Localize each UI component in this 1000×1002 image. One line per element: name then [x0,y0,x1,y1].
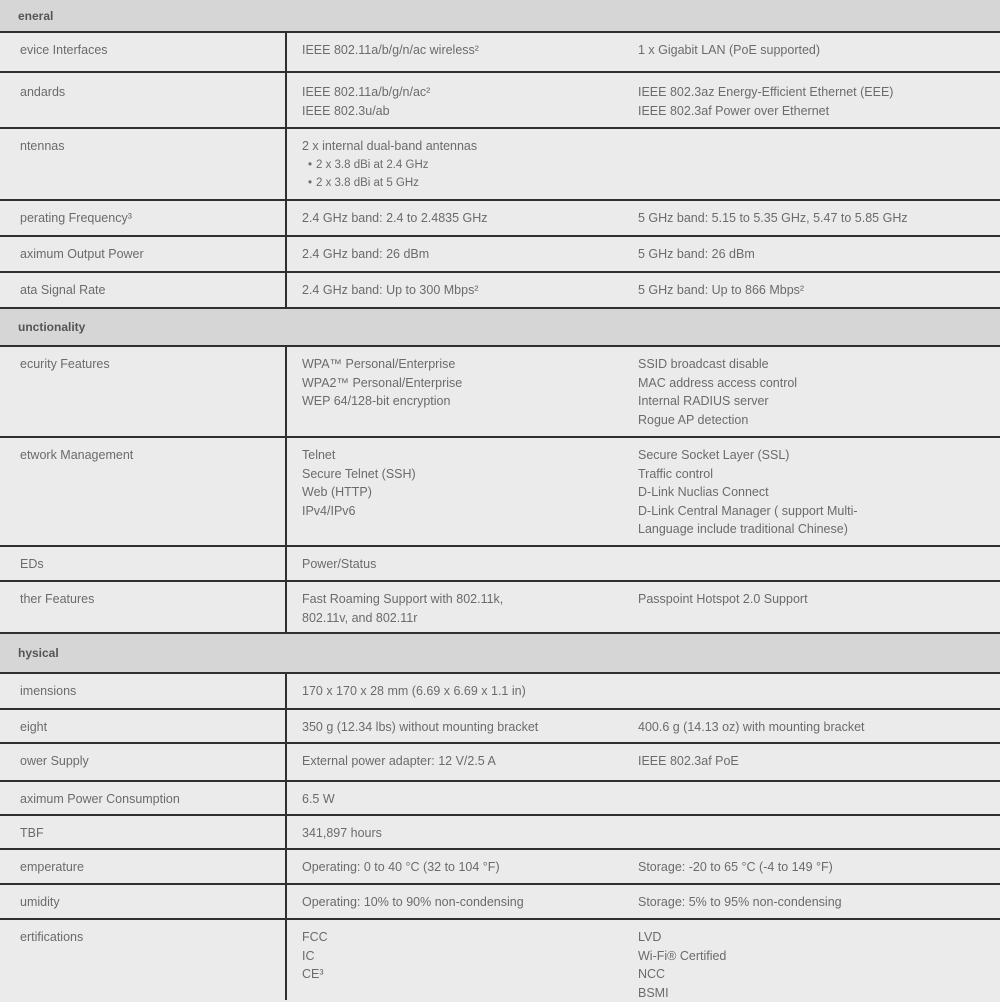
spec-row [0,816,1000,850]
column-divider [285,201,287,235]
spec-row [0,33,1000,73]
row-value-primary: Operating: 10% to 90% non-condensing [302,895,524,909]
row-value-secondary: 1 x Gigabit LAN (PoE supported) [638,43,821,57]
spec-row [0,73,1000,129]
row-value-primary: Telnet Secure Telnet (SSH) Web (HTTP) IPv4/IPv6 [302,448,416,518]
row-value-primary: Fast Roaming Support with 802.11k, 802.11v, and 802.11r [302,592,504,625]
row-value-primary: IEEE 802.11a/b/g/n/ac wireless² [302,43,479,57]
spec-row [0,129,1000,201]
row-value-secondary: 5 GHz band: 5.15 to 5.35 GHz, 5.47 to 5.85 GHz [638,211,908,225]
row-label: emperature [20,860,84,874]
spec-row [0,710,1000,744]
row-value-primary: Operating: 0 to 40 °C (32 to 104 °F) [302,860,500,874]
row-value-secondary: 5 GHz band: Up to 866 Mbps² [638,283,805,297]
column-divider [285,273,287,307]
spec-row [0,237,1000,273]
section-header-physical [0,634,1000,674]
row-value-secondary: Storage: 5% to 95% non-condensing [638,895,842,909]
column-divider [285,744,287,780]
spec-row [0,438,1000,547]
row-value-primary: 350 g (12.34 lbs) without mounting bracket [302,720,539,734]
row-value-secondary: IEEE 802.3az Energy-Efficient Ethernet (EEE) IEEE 802.3af Power over Ethernet [638,85,894,118]
row-value-primary: 2.4 GHz band: 26 dBm [302,247,430,261]
row-value-primary: WPA™ Personal/Enterprise WPA2™ Personal/Enterprise WEP 64/128-bit encryption [302,357,463,408]
row-label: ertifications [20,930,84,944]
column-divider [285,438,287,545]
column-divider [285,547,287,580]
row-value-primary: 2.4 GHz band: Up to 300 Mbps² [302,283,479,297]
row-label: aximum Output Power [20,247,144,261]
row-value-primary: External power adapter: 12 V/2.5 A [302,754,496,768]
row-value-primary: Power/Status [302,557,377,571]
row-label: ata Signal Rate [20,283,106,297]
row-label: perating Frequency³ [20,211,132,225]
row-value-primary: 2.4 GHz band: 2.4 to 2.4835 GHz [302,211,488,225]
spec-row [0,547,1000,582]
spec-row [0,920,1000,1000]
column-divider [285,674,287,708]
spec-row [0,782,1000,816]
row-value-primary: IEEE 802.11a/b/g/n/ac² IEEE 802.3u/ab [302,85,431,118]
row-value-primary: FCC IC CE³ [302,930,328,981]
row-value-secondary: SSID broadcast disable MAC address access control Internal RADIUS server Rogue AP detection [638,357,798,427]
row-value-primary: 341,897 hours [302,826,382,840]
section-title: eneral [18,8,54,23]
row-label: umidity [20,895,60,909]
spec-row [0,850,1000,885]
bullet-item: • 2 x 3.8 dBi at 2.4 GHz [302,156,622,175]
spec-row [0,201,1000,237]
row-value-secondary: 5 GHz band: 26 dBm [638,247,755,261]
column-divider [285,129,287,199]
row-value-primary: 2 x internal dual-band antennas • 2 x 3.8 dBi at 2.4 GHz • 2 x 3.8 dBi at 5 GHz [302,137,622,193]
section-title: hysical [18,646,59,660]
row-label: aximum Power Consumption [20,792,180,806]
column-divider [285,33,287,71]
column-divider [285,885,287,918]
row-label: andards [20,85,66,99]
row-value-primary: 170 x 170 x 28 mm (6.69 x 6.69 x 1.1 in) [302,684,526,698]
row-label: eight [20,720,48,734]
column-divider [285,237,287,271]
spec-row [0,273,1000,309]
row-label: EDs [20,557,44,571]
row-value-secondary: Storage: -20 to 65 °C (-4 to 149 °F) [638,860,833,874]
column-divider [285,920,287,1000]
row-value-secondary: IEEE 802.3af PoE [638,754,739,768]
spec-row [0,582,1000,634]
column-divider [285,850,287,883]
row-label: ntennas [20,139,65,153]
column-divider [285,347,287,436]
section-header-general [0,0,1000,33]
column-divider [285,816,287,848]
section-title: unctionality [18,320,86,334]
spec-row [0,744,1000,782]
spec-row [0,674,1000,710]
row-label: ther Features [20,592,95,606]
section-header-functionality [0,309,1000,347]
spec-row [0,885,1000,920]
row-label: etwork Management [20,448,134,462]
row-value-secondary: Passpoint Hotspot 2.0 Support [638,592,808,606]
row-label: ower Supply [20,754,89,768]
row-value-secondary: LVD Wi-Fi® Certified NCC BSMI [638,930,727,1000]
row-label: TBF [20,826,44,840]
column-divider [285,782,287,814]
row-label: ecurity Features [20,357,110,371]
column-divider [285,710,287,742]
row-value-secondary: 400.6 g (14.13 oz) with mounting bracket [638,720,865,734]
column-divider [285,582,287,632]
row-value-primary: 6.5 W [302,792,335,806]
row-label: imensions [20,684,77,698]
spec-row [0,347,1000,438]
column-divider [285,73,287,127]
bullet-item: • 2 x 3.8 dBi at 5 GHz [302,174,622,193]
row-label: evice Interfaces [20,43,108,57]
row-value-secondary: Secure Socket Layer (SSL) Traffic control D-Link Nuclias Connect D-Link Central Manager ( support Multi- Language include traditional Chinese) [638,448,858,536]
